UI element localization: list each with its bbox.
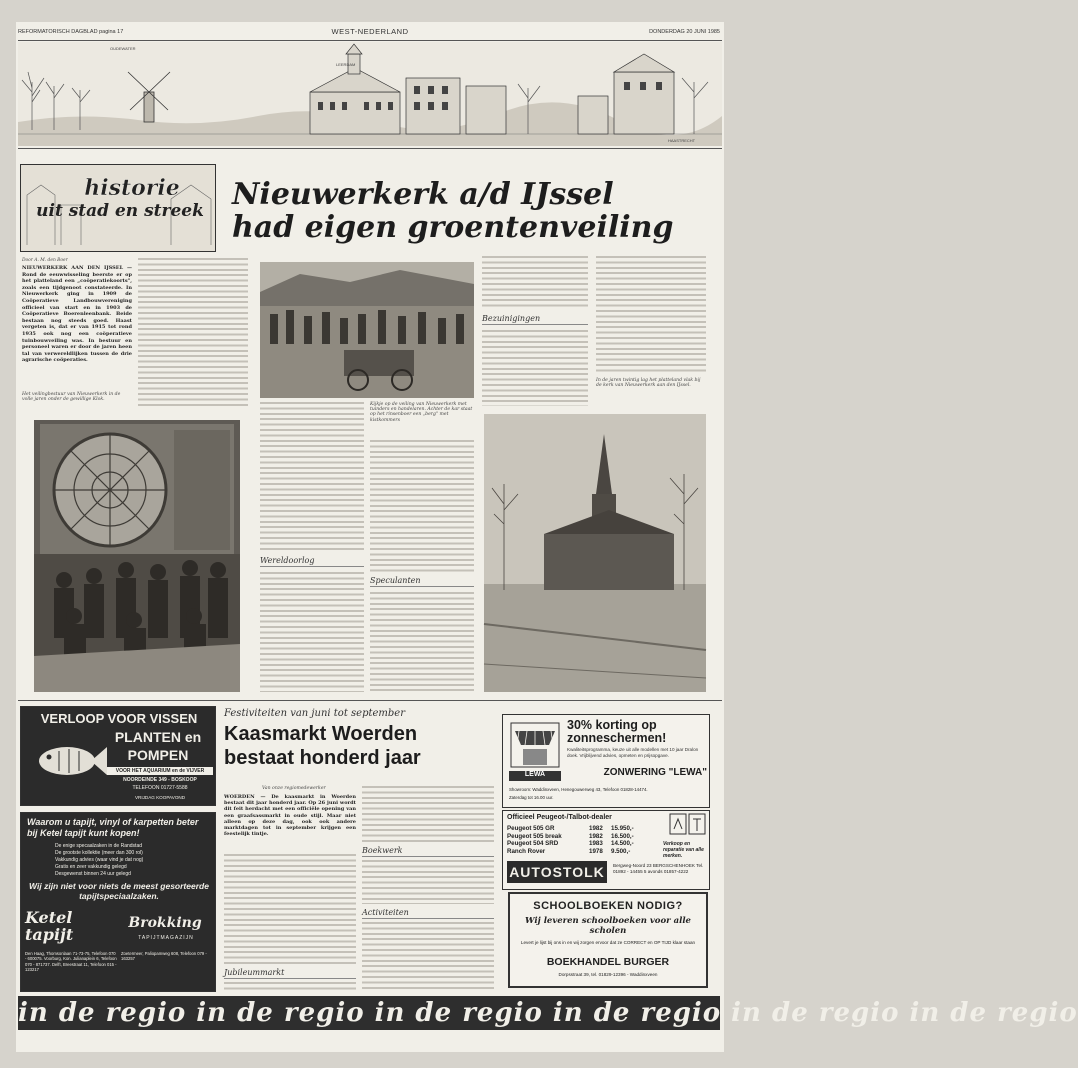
car-year: 1978 xyxy=(589,847,603,855)
ad-carpet-bullets xyxy=(55,843,211,878)
article1-col4-text xyxy=(370,440,474,572)
photo-veiling-markt xyxy=(260,262,474,398)
ad-autostolk xyxy=(502,810,710,890)
article2-kicker: Festiviteiten van juni tot september xyxy=(224,708,405,719)
ad-sunscreen-headline: 30% korting op zonneschermen! xyxy=(567,718,667,745)
ad-cars-brand: AUTOSTOLK xyxy=(507,861,607,883)
ad-books-body: Levert je lijst bij ons in en wij zorgen ervoor dat ze CORRECT en OP TIJD klaar staan xyxy=(520,940,696,945)
ad-aquarium-line1: VERLOOP VOOR VISSEN xyxy=(40,711,198,726)
car-row xyxy=(507,840,657,848)
article2-col2b-text xyxy=(362,860,494,904)
article2-byline: Van onze regiomedewerker xyxy=(262,786,326,791)
car-price: 15.950,- xyxy=(611,825,634,832)
car-price: 14.500,- xyxy=(611,840,634,848)
article1-headline-line2: had eigen groentenveiling xyxy=(232,210,674,245)
car-price: 16.500,- xyxy=(611,832,634,840)
article1-col3b-text xyxy=(260,572,364,692)
subhead-wereldoorlog: Wereldoorlog xyxy=(260,556,364,567)
ad-sunscreen-address: Showroom: Waddinxveen, Henegouwerweg 43, Telefoon 01828-14474. xyxy=(509,787,648,792)
article1-caption-left: Het veilingbestuur van Nieuwerkerk in de volle jaren onder de gewillige Klok. xyxy=(22,392,121,403)
article2-headline-line1: Kaasmarkt Woerden xyxy=(224,723,418,745)
ad-zonwering-lewa xyxy=(502,714,710,808)
article1-col4b-text xyxy=(370,592,474,692)
car-model: Peugeot 505 GR xyxy=(507,825,555,832)
ad-sunscreen-body: Kwaliteitsprogramma, keuze uit alle modellen met 10 jaar Dralon doek. Vrijblijvend advies, opmeten en prijsopgave. xyxy=(567,747,699,758)
ad-cars-title: Officieel Peugeot-/Talbot-dealer xyxy=(507,814,612,821)
awning-icon xyxy=(509,721,561,769)
ad-sunscreen-brand: ZONWERING "LEWA" xyxy=(603,767,707,778)
ad-aquarium-line2: PLANTEN en xyxy=(114,729,202,745)
subhead-activiteiten: Activiteiten xyxy=(362,908,494,919)
article2-headline-line2: bestaat honderd jaar xyxy=(224,747,421,769)
ad-carpet-brand2-sub: TAPIJTMAGAZIJN xyxy=(138,935,194,941)
article1-col3-text xyxy=(260,402,364,552)
footer-band xyxy=(18,996,1078,1030)
article1-caption-center: Kijkje op de veiling van Nieuwerkerk met tuinders en handelaren. Achter de kar staat op het rinsenboer een „berg" met kistkommers xyxy=(370,402,473,423)
ad-books-line2: Wij leveren schoolboeken voor alle scholen xyxy=(525,916,691,936)
ad-carpet-brand1: Ketel tapijt xyxy=(25,908,74,944)
ad-cars-table xyxy=(507,825,657,855)
ad-aquarium-phone: TELEFOON 01727-5588 xyxy=(132,785,188,791)
banner-label-2: LEERDAM xyxy=(336,62,356,67)
ad-carpet-bullet: Gratis en zeer vakkundig gelegd xyxy=(55,864,127,870)
section-rule xyxy=(18,700,722,701)
banner-label-1: OUDEWATER xyxy=(110,46,136,51)
article2-col2c-text xyxy=(362,922,494,992)
ad-aquarium-line3: POMPEN xyxy=(127,747,189,763)
photo-veiling-markt-image xyxy=(260,262,474,398)
ad-cars-side-text: Verkoop en reparatie van alle merken. xyxy=(663,841,704,859)
ad-aquarium-hours: VRIJDAG KOOPAVOND xyxy=(134,795,186,800)
ad-carpet-brand2: Brokking xyxy=(128,915,202,931)
article2-col1-text xyxy=(224,854,356,966)
article1-intro: NIEUWERKERK AAN DEN IJSSEL — Rond de eeuwwisseling beerste er op het platteland een „coöperatiekoorts", zoals een tijdgenoot constateerde. In Nieuwerkerk ging in 1909 de Coöperatieve Landbouwvereniging officieel van start en in 1903 de Coöperatieve Boerenleenbank. Beide bestaan nog steeds goed. Haast vergeten is, dat er van 1915 tot rond 1935 ook nog een coöperatieve tuinbouwveiling was. In bestuur en personeel waren er door de jaren heen tal van verwereldlijken tussen de drie agrarische coöperaties. xyxy=(22,265,132,364)
ad-carpet-bullet: Desgewenst binnen 24 uur gelegd xyxy=(55,871,131,877)
car-model: Peugeot 505 break xyxy=(507,832,562,840)
series-logo-line2: uit stad en streek xyxy=(36,201,204,221)
article1-byline: Door A. M. den Boer xyxy=(22,258,68,263)
ad-carpet-headline: Waarom u tapijt, vinyl of karpetten beter bij Ketel tapijt kunt kopen! xyxy=(27,817,199,838)
ad-books-brand: BOEKHANDEL BURGER xyxy=(546,956,670,968)
car-year: 1982 xyxy=(589,825,603,832)
header-rule xyxy=(18,40,722,41)
footer-band-text: in de regio in de regio in de regio in de regio in de regio in de regio xyxy=(18,998,1078,1028)
ad-carpet-bullet: De grootste kollektie (meer dan 300 rol) xyxy=(55,850,143,856)
subhead-speculanten: Speculanten xyxy=(370,576,474,587)
fish-icon xyxy=(29,735,109,785)
ad-aquarium xyxy=(20,706,216,806)
header-center: WEST-NEDERLAND xyxy=(331,27,409,36)
article1-col5-text xyxy=(482,256,588,310)
series-logo-line1: historie xyxy=(84,175,180,201)
ad-carpet-addresses1: Den Haag, Thomsonlaan 71-73-75, Telefoon 070 - 600075. Voorburg, Kon. Julianaplein 6, Telefoon 070 - 871737. Delft, Breestraat 11, Telefoon 015 - 123217 xyxy=(25,951,117,973)
article1-caption-right: In de jaren twintig lag het platteland vlak bij de kerk van Nieuwerkerk aan den IJssel. xyxy=(596,378,701,389)
article2-col1b-text xyxy=(224,982,356,992)
ad-carpet-bullet: Vakkundig advies (waar vind je dat nog) xyxy=(55,857,144,863)
page-header xyxy=(16,26,724,40)
article2-intro: WOERDEN — De kaasmarkt in Woerden bestaat dit jaar honderd jaar. Op 26 juni wordt dit feit herdacht met een officiële opening van een graafsassmarkt in oude stijl. Maar niet alleen op deze dag, ook ook andere marktdagen tot in september krijgen een feestelijk tintje. xyxy=(224,794,356,838)
car-year: 1982 xyxy=(589,832,603,840)
article1-headline-line1: Nieuwerkerk a/d IJssel xyxy=(232,177,614,212)
car-row xyxy=(507,848,657,856)
ad-carpet-bullet: De enige specaalzaken in de Randstad xyxy=(55,843,143,849)
peugeot-logo-icon xyxy=(669,813,707,837)
ad-boekhandel-burger xyxy=(508,892,708,988)
header-right: DONDERDAG 20 JUNI 1985 xyxy=(649,29,720,35)
photo-kerk-image xyxy=(484,414,706,692)
photo-veilingbestuur xyxy=(34,420,240,692)
header-left: REFORMATORISCH DAGBLAD pagina 17 xyxy=(18,29,124,35)
article1-col6-text xyxy=(596,256,706,372)
article2-col2-text xyxy=(362,786,494,842)
car-price: 9.500,- xyxy=(611,847,631,855)
subhead-jubileummarkt: Jubileummarkt xyxy=(224,968,356,979)
ad-aquarium-address: NOORDEINDE 349 - BOSKOOP xyxy=(123,777,197,783)
photo-veilingbestuur-image xyxy=(34,420,240,692)
article1-col2-text xyxy=(138,258,248,408)
ad-books-title: SCHOOLBOEKEN NODIG? xyxy=(533,900,683,912)
ad-books-address: Dorpsstraat 39, tel. 01829-12396 - Waddinxveen xyxy=(558,972,658,977)
photo-kerk-nieuwerkerk xyxy=(484,414,706,692)
banner-label-3: HAASTRECHT xyxy=(668,138,696,143)
subhead-bezuinigingen: Bezuinigingen xyxy=(482,314,588,325)
ad-ketel-tapijt xyxy=(20,812,216,992)
car-model: Peugeot 504 SRD xyxy=(507,840,559,848)
car-model: Ranch Rover xyxy=(507,847,546,855)
ad-aquarium-shop: VOOR HET AQUARIUM en de VIJVER xyxy=(107,767,213,775)
banner-rule xyxy=(18,148,722,149)
article1-col5b-text xyxy=(482,330,588,406)
series-logo xyxy=(20,164,216,252)
ad-lewa-logo: LEWA xyxy=(509,771,561,781)
ad-carpet-addresses2: Zoetermeer, Paliopamweg 608, Telefoon 079 - 163257 xyxy=(121,951,207,962)
ad-cars-address: Bergweg-Noord 23 BERGSCHENHOEK Tel. 01892 - 14455 5 avonds 01857-4222 xyxy=(613,863,704,874)
subhead-boekwerk: Boekwerk xyxy=(362,846,494,857)
car-row xyxy=(507,833,657,841)
ad-sunscreen-hours: Zaterdag tot 16.00 uur. xyxy=(509,795,554,800)
ad-carpet-slogan: Wij zijn niet voor niets de meest gesorteerde tapijtspeciaalzaken. xyxy=(29,881,209,901)
car-row xyxy=(507,825,657,833)
car-year: 1983 xyxy=(589,840,603,848)
banner-illustration xyxy=(18,42,722,146)
